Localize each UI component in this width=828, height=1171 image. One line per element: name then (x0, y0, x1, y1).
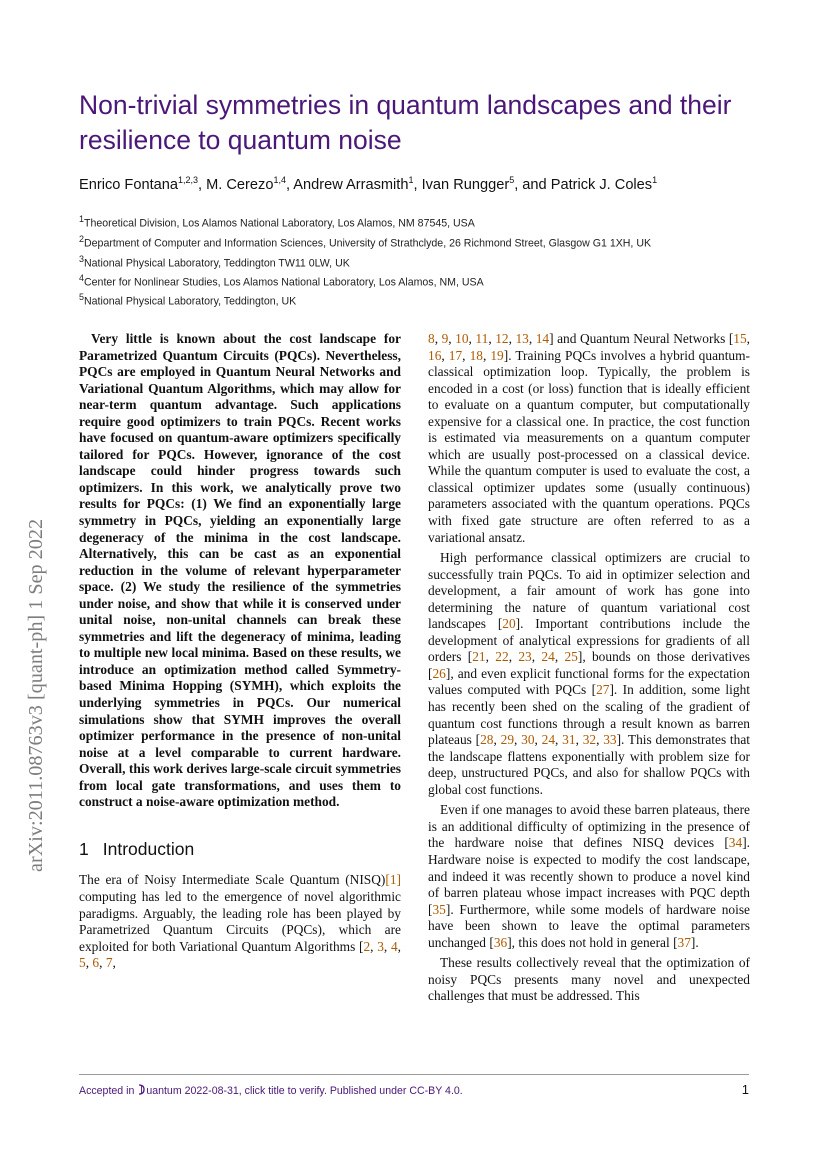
quantum-logo (137, 1084, 181, 1097)
paragraph-text: ]. Important contributions include the development of analytical expressions for gradients of all orders [ (428, 616, 750, 665)
affiliation-number: 4 (79, 273, 85, 283)
author-name: Patrick J. Coles (550, 176, 653, 193)
body-paragraph (428, 550, 750, 798)
paragraph-text: Even if one manages to avoid these barren plateaus, there is an additional difficulty of optimizing in the presence of the hardware noise that defines NISQ devices [ (428, 802, 750, 851)
paragraph-text: High performance classical optimizers are crucial to successfully train PQCs. To aid in optimizer selection and development, a fair amount of work has gone into determining the nature of quantum variational cost landscapes [ (428, 550, 750, 632)
paragraph-text: , (448, 331, 456, 346)
abstract: Very little is known about the cost landscape for Parametrized Quantum Circuits (PQCs). Nevertheless, PQCs are employed in Quantum Neural Networks and Variational Quantum Algorithms, which may allow for near-term quantum advantage. Such applications require good optimizers to train PQCs. Recent works have focused on quantum-aware optimizers specifically tailored for PQCs. However, ignorance of the cost landscape could hinder progress towards such optimizers. In this work, we analytically prove two results for PQCs: (1) We find an exponentially large symmetry in PQCs, yielding an exponentially large degeneracy of the minima in the cost landscape. Alternatively, this can be cast as an exponential reduction in the volume of relevant hyperparameter space. (2) We study the resilience of the symmetries under noise, and show that while it is conserved under unital noise, non-unital channels can break these symmetries and lift the degeneracy of minima, leading to multiple new local minima. Based on these results, we introduce an optimization method called Symmetry-based Minima Hopping (SYMH), which exploits the underlying symmetries in PQCs. Our numerical simulations show that SYMH improves the overall optimizer performance in the presence of non-unital noise at a level comparable to current hardware. Overall, this work derives large-scale circuit symmetries from local gate transformations, and uses them to construct a noise-aware optimization method. (79, 331, 401, 810)
section-number: 1 (79, 838, 89, 859)
citation-link[interactable]: 20 (502, 616, 516, 632)
affiliation-text: Theoretical Division, Los Alamos National Laboratory, Los Alamos, NM 87545, USA (84, 217, 475, 230)
citation-link[interactable]: 23 (518, 649, 532, 665)
body-paragraph (79, 872, 401, 971)
citation-link[interactable]: 35 (432, 901, 446, 917)
paragraph-text: , (434, 331, 442, 346)
citation-link[interactable]: 25 (564, 649, 578, 665)
author-affiliation-mark: 5 (509, 175, 515, 185)
citation-link[interactable]: 28 (480, 732, 494, 748)
paragraph-text: ]. Furthermore, while some models of hardware noise have been shown to leave the optimal parameters unchanged [ (428, 901, 750, 950)
affiliation (79, 234, 651, 250)
left-column (79, 331, 401, 972)
citation-link[interactable]: 11 (475, 331, 489, 346)
paragraph-text: , (508, 649, 519, 665)
citation-link[interactable]: 14 (535, 331, 550, 346)
affiliation-text: National Physical Laboratory, Teddington, UK (84, 295, 297, 308)
paragraph-text: , (746, 331, 751, 346)
citation-link[interactable]: 18 (469, 347, 483, 363)
paragraph-text: , (485, 649, 496, 665)
paragraph-text: , (85, 955, 93, 971)
paragraph-text: , (514, 732, 522, 748)
section-title: Introduction (102, 838, 195, 859)
paragraph-text: , (554, 649, 565, 665)
affiliation-number: 3 (79, 254, 85, 264)
citation-link[interactable]: 30 (521, 732, 535, 748)
author-name: M. Cerezo (206, 176, 274, 193)
citation-link[interactable]: 10 (455, 331, 469, 346)
author-list (79, 175, 657, 193)
citation-link[interactable]: 19 (490, 347, 504, 363)
affiliation-number: 1 (79, 214, 85, 224)
paragraph-text: , (555, 732, 563, 748)
paragraph-text: ] and Quantum Neural Networks [ (549, 331, 734, 346)
page-number: 1 (741, 1082, 749, 1097)
citation-link[interactable]: 12 (495, 331, 509, 346)
citation-link[interactable]: 9 (441, 331, 449, 346)
citation-link[interactable]: 8 (428, 331, 435, 346)
paragraph-text: ]. In addition, some light has recently been shed on the scaling of the gradient of quantum cost functions through a result known as barren plateaus [ (428, 682, 750, 748)
citation-link[interactable]: 6 (92, 955, 100, 971)
author-separator: , (285, 176, 294, 193)
affiliation (79, 214, 475, 230)
paragraph-text: ], this does not hold in general [ (507, 934, 678, 950)
citation-link[interactable]: 13 (515, 331, 529, 346)
paragraph-text: , (482, 347, 491, 363)
paragraph-text: ], bounds on those derivatives [ (428, 649, 751, 681)
body-paragraph (428, 802, 750, 951)
affiliation-number: 2 (79, 234, 85, 244)
citation-link[interactable]: 27 (596, 682, 610, 698)
author-separator: , (198, 176, 207, 193)
citation-link[interactable]: 17 (448, 347, 463, 363)
paragraph-text: , (508, 331, 516, 346)
paragraph-text: , (468, 331, 476, 346)
affiliation-number: 5 (79, 292, 85, 302)
footer-divider (79, 1074, 749, 1075)
citation-link[interactable]: 24 (541, 649, 555, 665)
body-paragraph (428, 955, 750, 1005)
paragraph-text: , (383, 938, 391, 954)
citation-link[interactable]: 37 (677, 934, 691, 950)
citation-link[interactable]: 34 (728, 835, 743, 851)
paragraph-text: ]. Hardware noise is expected to modify the cost landscape, and indeed it was recently shown to produce a novel kind of barren plateau whose impact increases with PQC depth [ (428, 835, 750, 917)
affiliation-text: Department of Computer and Information Sciences, University of Strathclyde, 26 Richmond Street, Glasgow G1 1XH, UK (84, 237, 652, 250)
paragraph-text: , (528, 331, 536, 346)
citation-link[interactable]: 24 (541, 732, 556, 748)
footer-suffix: 2022-08-31, click title to verify. Published under CC-BY 4.0. (181, 1085, 463, 1097)
right-column (428, 331, 750, 1005)
footer-notice[interactable] (79, 1084, 463, 1097)
author-separator: , and (514, 176, 551, 193)
affiliation (79, 292, 296, 308)
affiliation (79, 254, 350, 270)
citation-link[interactable]: 3 (377, 938, 384, 954)
paragraph-text: ]. (690, 934, 699, 950)
author-name: Andrew Arrasmith (293, 176, 409, 193)
affiliation (79, 273, 484, 289)
paragraph-text: , (370, 938, 378, 954)
paragraph-text: , (112, 955, 116, 971)
paragraph-text: These results collectively reveal that the optimization of noisy PQCs presents many novel and unexpected challenges that must be addressed. This (428, 955, 750, 1004)
author-affiliation-mark: 1 (408, 175, 414, 185)
citation-link[interactable]: [1] (385, 872, 401, 888)
author-affiliation-mark: 1,4 (273, 175, 286, 185)
paragraph-text: , (397, 938, 401, 954)
author-name: Ivan Rungger (421, 176, 510, 193)
paragraph-text: , (488, 331, 496, 346)
citation-link[interactable]: 21 (472, 649, 486, 665)
citation-link[interactable]: 22 (495, 649, 509, 665)
citation-link[interactable]: 26 (432, 665, 446, 681)
paragraph-text: , (534, 732, 542, 748)
paper-title: Non-trivial symmetries in quantum landscapes and their resilience to quantum noise (79, 90, 732, 155)
paragraph-text: , (99, 955, 106, 971)
paragraph-text: ]. This demonstrates that the landscape flattens exponentially with problem size for deep, unstructured PQCs, and also for shallow PQCs with global cost functions. (428, 732, 751, 797)
paragraph-text: , (575, 732, 583, 748)
quantum-logo-text: uantum (146, 1085, 182, 1097)
citation-link[interactable]: 29 (500, 732, 515, 748)
arxiv-stamp: arXiv:2011.08763v3 [quant-ph] 1 Sep 2022 (25, 518, 47, 872)
citation-link[interactable]: 2 (363, 938, 371, 954)
citation-link[interactable]: 32 (582, 732, 597, 748)
citation-link[interactable]: 4 (390, 938, 398, 954)
citation-link[interactable]: 31 (562, 732, 576, 748)
footer-prefix: Accepted in (79, 1085, 138, 1097)
paragraph-text: , (441, 347, 449, 363)
paragraph-text: ], and even explicit functional forms for the expectation values computed with PQCs [ (428, 665, 750, 698)
citation-link[interactable]: 7 (105, 955, 113, 971)
author-separator: , (413, 176, 422, 193)
body-paragraph (428, 331, 750, 546)
section-heading (79, 838, 401, 859)
citation-link[interactable]: 15 (733, 331, 747, 346)
citation-link[interactable]: 5 (79, 955, 86, 971)
paragraph-text: The era of Noisy Intermediate Scale Quantum (NISQ) (79, 872, 386, 888)
paragraph-text: , (531, 649, 542, 665)
paragraph-text: , (462, 347, 470, 363)
quantum-q-icon (137, 1084, 146, 1095)
author-affiliation-mark: 1 (652, 175, 658, 185)
paragraph-text: , (596, 732, 604, 748)
affiliation-text: National Physical Laboratory, Teddington TW11 0LW, UK (84, 257, 350, 270)
paragraph-text: computing has led to the emergence of novel algorithmic paradigms. Arguably, the leading role has been played by Parametrized Quantum Circuits (PQCs), which are exploited for both Variational Quantum Algorithms [ (79, 888, 401, 954)
author-affiliation-mark: 1,2,3 (177, 175, 199, 185)
citation-link[interactable]: 16 (428, 347, 442, 363)
paragraph-text: ]. Training PQCs involves a hybrid quantum-classical optimization loop. Typically, the problem is encoded in a cost (or loss) function that is ideally efficient to evaluate on a quantum computer, but computationally expensive for a classical one. In practice, the cost function is estimated via measurements on a quantum computer which are usually post-processed on a classical device. While the quantum computer is used to evaluate the cost, a classical optimizer updates some (usually continuous) parameters associated with the quantum operations. PQCs with fixed gate structure are often referred to as a variational ansatz. (428, 347, 750, 545)
citation-link[interactable]: 33 (603, 732, 617, 748)
affiliation-text: Center for Nonlinear Studies, Los Alamos National Laboratory, Los Alamos, NM, USA (84, 276, 484, 289)
citation-link[interactable]: 36 (493, 934, 508, 950)
author-name: Enrico Fontana (79, 176, 178, 193)
paragraph-text: , (493, 732, 501, 748)
